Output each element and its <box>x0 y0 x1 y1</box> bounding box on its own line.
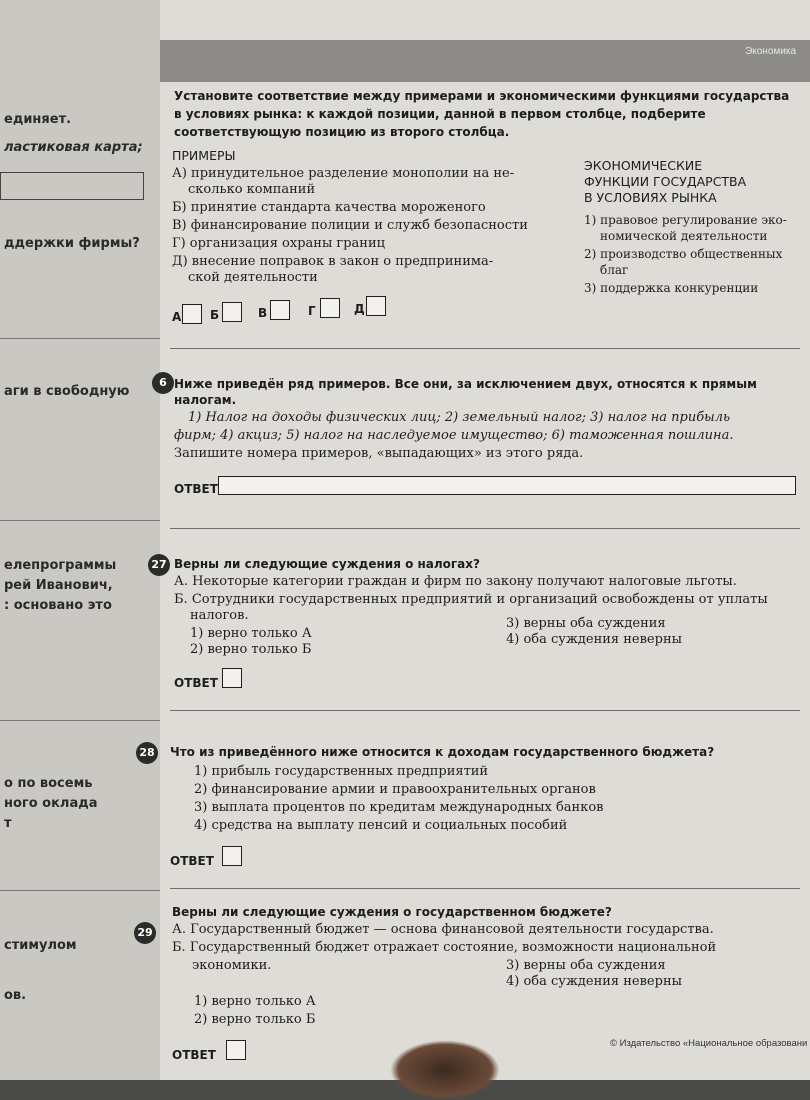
left-page-text: елепрограммы <box>4 558 117 573</box>
function-item: номической деятельности <box>600 229 768 243</box>
option-2: 2) финансирование армии и правоохранительных органов <box>194 782 596 797</box>
question-number: 28 <box>136 742 158 764</box>
left-divider <box>0 890 160 891</box>
task-instruction: в условиях рынка: к каждой позиции, данной в первом столбце, подберите <box>174 107 706 121</box>
statement-a: А. Некоторые категории граждан и фирм по закону получают налоговые льготы. <box>174 574 737 589</box>
left-divider <box>0 520 160 521</box>
examples-header: ПРИМЕРЫ <box>172 148 236 163</box>
option-1: 1) верно только А <box>190 626 312 641</box>
right-page <box>137 0 810 1080</box>
option-4: 4) оба суждения неверны <box>506 632 682 647</box>
example-item: А) принудительное разделение монополии на не- <box>172 166 515 181</box>
example-item: ской деятельности <box>188 270 318 285</box>
answer-box[interactable] <box>226 1040 246 1060</box>
answer-box[interactable] <box>222 668 242 688</box>
question-number: 29 <box>134 922 156 944</box>
examples-text: фирм; 4) акциз; 5) налог на наследуемое имущество; 6) таможенная пошлина. <box>174 428 734 443</box>
header-band <box>160 40 810 82</box>
left-page-text: т <box>4 816 12 831</box>
example-item: Б) принятие стандарта качества мороженого <box>172 200 486 215</box>
option-4: 4) средства на выплату пенсий и социальных пособий <box>194 818 568 833</box>
question-number: 27 <box>148 554 170 576</box>
answer-letter-label: Б <box>210 308 220 322</box>
example-item: В) финансирование полиции и служб безопасности <box>172 218 528 233</box>
section-divider <box>170 348 800 349</box>
functions-header: ФУНКЦИИ ГОСУДАРСТВА <box>584 174 747 189</box>
task-instruction: соответствующую позицию из второго столбца. <box>174 125 510 139</box>
option-1: 1) верно только А <box>194 994 316 1009</box>
function-item: 2) производство общественных <box>584 247 783 261</box>
question-text: Что из приведённого ниже относится к доходам государственного бюджета? <box>170 745 715 759</box>
left-page-text: о по восемь <box>4 776 93 791</box>
answer-box-a[interactable] <box>182 304 202 324</box>
option-4: 4) оба суждения неверны <box>506 974 682 989</box>
question-text: Верны ли следующие суждения о налогах? <box>174 557 480 571</box>
answer-letter-label: В <box>258 306 268 320</box>
left-page-text: стимулом <box>4 938 77 953</box>
left-page-text: ластиковая карта; <box>4 140 143 155</box>
function-item: благ <box>600 263 629 277</box>
answer-box-d[interactable] <box>366 296 386 316</box>
answer-letter-label: Д <box>354 302 365 316</box>
left-page-text: рей Иванович, <box>4 578 113 593</box>
statement-a: А. Государственный бюджет — основа финансовой деятельности государства. <box>172 922 714 937</box>
answer-label: ОТВЕТ <box>170 854 214 868</box>
answer-label: ОТВЕТ <box>174 676 218 690</box>
function-item: 1) правовое регулирование эко- <box>584 213 787 227</box>
instruction-text: Запишите номера примеров, «выпадающих» из этого ряда. <box>174 446 584 461</box>
answer-box-v[interactable] <box>270 300 290 320</box>
left-page <box>0 0 160 1080</box>
left-divider <box>0 338 160 339</box>
left-page-text: : основано это <box>4 598 112 613</box>
answer-label: ОТВЕТ <box>172 1048 216 1062</box>
statement-b: Б. Сотрудники государственных предприятий и организаций освобождены от уплаты <box>174 592 768 607</box>
answer-box[interactable] <box>222 846 242 866</box>
answer-label: ОТВЕТ <box>174 482 218 496</box>
function-item: 3) поддержка конкуренции <box>584 281 759 295</box>
subject-label: Экономика <box>745 46 796 57</box>
left-answer-box <box>0 172 144 200</box>
question-text: Ниже приведён ряд примеров. Все они, за исключением двух, относятся к прямым <box>174 377 757 391</box>
question-text: налогам. <box>174 393 237 407</box>
statement-b: экономики. <box>192 958 272 973</box>
examples-text: 1) Налог на доходы физических лиц; 2) земельный налог; 3) налог на прибыль <box>188 410 731 425</box>
section-divider <box>170 528 800 529</box>
option-3: 3) верны оба суждения <box>506 616 666 631</box>
left-page-text: аги в свободную <box>4 384 130 399</box>
left-divider <box>0 720 160 721</box>
option-3: 3) верны оба суждения <box>506 958 666 973</box>
answer-letter-label: Г <box>308 304 316 318</box>
option-2: 2) верно только Б <box>194 1012 316 1027</box>
left-page-text: единяет. <box>4 112 72 127</box>
question-text: Верны ли следующие суждения о государственном бюджете? <box>172 905 612 919</box>
task-instruction: Установите соответствие между примерами и экономическими функциями государства <box>174 89 790 103</box>
statement-b: налогов. <box>190 608 249 623</box>
section-divider <box>170 888 800 889</box>
example-item: Д) внесение поправок в закон о предпринима- <box>172 254 494 269</box>
answer-input[interactable] <box>218 476 796 495</box>
publisher-footer: © Издательство «Национальное образовани <box>610 1038 808 1049</box>
question-number: 6 <box>152 372 174 394</box>
option-2: 2) верно только Б <box>190 642 312 657</box>
statement-b: Б. Государственный бюджет отражает состояние, возможности национальной <box>172 940 717 955</box>
example-item: сколько компаний <box>188 182 316 197</box>
left-page-text: ов. <box>4 988 27 1003</box>
section-divider <box>170 710 800 711</box>
example-item: Г) организация охраны границ <box>172 236 385 251</box>
answer-box-g[interactable] <box>320 298 340 318</box>
answer-letter-label: А <box>172 310 182 324</box>
functions-header: ЭКОНОМИЧЕСКИЕ <box>584 158 703 173</box>
left-page-text: ного оклада <box>4 796 98 811</box>
left-page-text: ддержки фирмы? <box>4 236 140 251</box>
option-1: 1) прибыль государственных предприятий <box>194 764 489 779</box>
answer-box-b[interactable] <box>222 302 242 322</box>
functions-header: В УСЛОВИЯХ РЫНКА <box>584 190 717 205</box>
finger-shadow <box>390 1040 500 1100</box>
option-3: 3) выплата процентов по кредитам международных банков <box>194 800 604 815</box>
